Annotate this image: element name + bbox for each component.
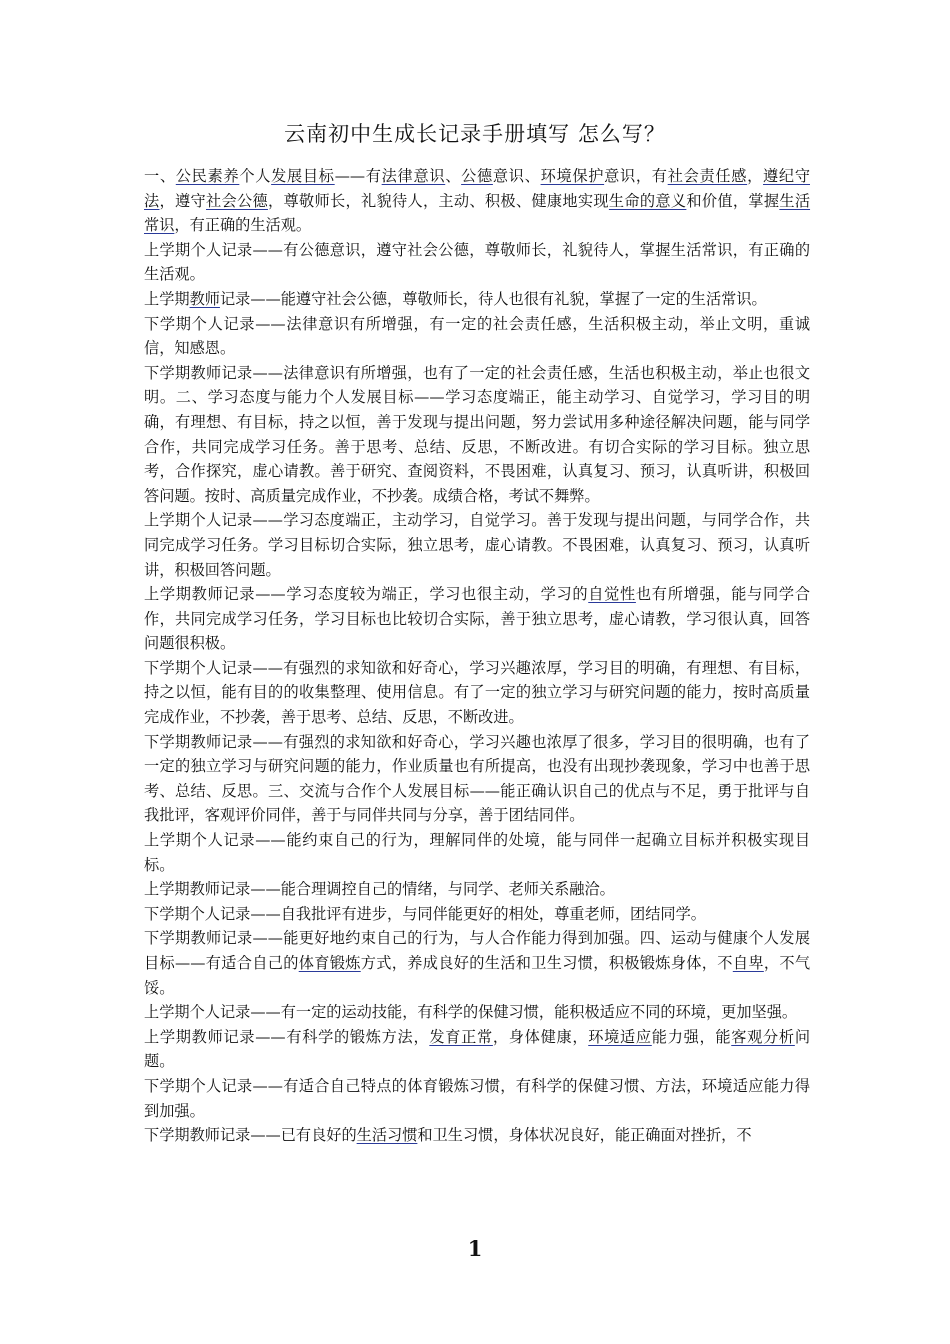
paragraph xyxy=(144,238,810,287)
paragraph-text: 下学期教师记录——有强烈的求知欲和好奇心，学习兴趣也浓厚了很多，学习目的很明确，也有了一定的独立学习与研究问题的能力，作业质量也有所提高，也没有出现抄袭现象，学习中也善于思考、总结、反思。三、交流与合作个人发展目标——能正确认识自己的优点与不足，勇于批评与自我批评，客观评价同伴，善于与同伴共同与分享，善于团结同伴。 xyxy=(144,732,810,825)
paragraph-text: 能力强，能 xyxy=(651,1027,732,1046)
paragraph xyxy=(144,582,810,656)
paragraph-text: 问题。 xyxy=(144,1027,810,1071)
paragraph-text: 上学期个人记录——有公德意识，遵守社会公德，尊敬师长，礼貌待人，掌握生活常识，有正确的生活观。 xyxy=(144,240,810,284)
paragraph-text: 上学期教师记录——能合理调控自己的情绪，与同学、老师关系融洽。 xyxy=(144,880,615,899)
paragraph-text: 下学期个人记录——法律意识有所增强，有一定的社会责任感，生活积极主动，举止文明，重诚信，知感恩。 xyxy=(144,314,810,358)
document-body xyxy=(144,164,810,1148)
keyword-link[interactable]: 社会公德 xyxy=(206,191,268,210)
paragraph-text: 一、 xyxy=(144,167,176,185)
paragraph xyxy=(144,926,810,1000)
paragraph-text: ，尊敬师长，礼貌待人，主动、积极、健康地实现 xyxy=(267,191,609,210)
paragraph-text: 也有所增强，能与同学合作，共同完成学习任务，学习目标也比较切合实际，善于独立思考，虚心请教，学习很认真，回答问题很积极。 xyxy=(144,585,810,653)
paragraph-text: 上学期 xyxy=(144,289,190,308)
paragraph-text: 方式，养成良好的生活和卫生习惯，积极锻炼身体，不 xyxy=(360,954,733,972)
paragraph xyxy=(144,902,810,927)
paragraph-text: 上学期个人记录——有一定的运动技能，有科学的保健习惯，能积极适应不同的环境，更加坚强。 xyxy=(144,1003,798,1022)
keyword-link[interactable]: 生活习惯 xyxy=(356,1126,418,1145)
keyword-link[interactable]: 体育锻炼 xyxy=(298,954,361,972)
paragraph-text: 上学期个人记录——能约束自己的行为，理解同伴的处境，能与同伴一起确立目标并积极实现目标。 xyxy=(144,831,810,874)
paragraph-text: 下学期教师记录——已有良好的 xyxy=(144,1126,357,1145)
keyword-link[interactable]: 教师 xyxy=(189,289,220,308)
keyword-link[interactable]: 法律意识 xyxy=(381,167,446,185)
paragraph-text: 上学期教师记录——学习态度较为端正，学习也很主动，学习的 xyxy=(144,585,589,604)
paragraph-text: 上学期个人记录——学习态度端正，主动学习，自觉学习。善于发现与提出问题，与同学合作，共同完成学习任务。学习目标切合实际，独立思考，虚心请教。不畏困难，认真复习、预习，认真听讲，积极回答问题。 xyxy=(144,511,810,579)
keyword-link[interactable]: 客观分析 xyxy=(731,1027,795,1046)
keyword-link[interactable]: 生活常识 xyxy=(144,191,811,235)
paragraph-text: 意识、 xyxy=(492,167,541,185)
keyword-link[interactable]: 自觉性 xyxy=(588,585,636,604)
keyword-link[interactable]: 社会责任感 xyxy=(667,167,748,185)
keyword-link[interactable]: 发展目标 xyxy=(271,167,335,185)
paragraph-text: 下学期个人记录——自我批评有进步，与同伴能更好的相处，尊重老师，团结同学。 xyxy=(144,904,706,923)
paragraph-text: 上学期教师记录——有科学的锻炼方法， xyxy=(144,1027,430,1046)
document-title: 云南初中生成长记录手册填写 怎么写？ xyxy=(284,122,666,146)
paragraph-text: 下学期个人记录——有强烈的求知欲和好奇心，学习兴趣浓厚，学习目的明确，有理想、有目标，持之以恒，能有目的的收集整理、使用信息。有了一定的独立学习与研究问题的能力，按时高质量完成作业，不抄袭，善于思考、总结、反思，不断改进。 xyxy=(144,658,810,727)
paragraph xyxy=(144,287,810,312)
keyword-link[interactable]: 公德 xyxy=(461,167,493,185)
paragraph xyxy=(144,1074,810,1123)
keyword-link[interactable]: 生命的意义 xyxy=(608,191,687,210)
keyword-link[interactable]: 自卑 xyxy=(732,954,764,972)
paragraph xyxy=(144,312,810,361)
paragraph xyxy=(144,508,810,582)
paragraph xyxy=(144,730,810,828)
paragraph xyxy=(144,361,810,509)
keyword-link[interactable]: 发育正常 xyxy=(429,1027,493,1046)
paragraph-text: 个人 xyxy=(239,167,272,185)
paragraph-text: 、 xyxy=(445,167,462,185)
paragraph-text: ，有正确的生活观。 xyxy=(174,216,312,235)
keyword-link[interactable]: 公民素养 xyxy=(175,167,240,185)
paragraph xyxy=(144,164,810,238)
paragraph-text: 记录——能遵守社会公德，尊敬师长，待人也很有礼貌，掌握了一定的生活常识。 xyxy=(219,289,767,308)
paragraph xyxy=(144,1000,810,1025)
paragraph-text: ， xyxy=(747,167,764,185)
paragraph-text: ，不气馁。 xyxy=(144,954,811,997)
paragraph-text: 下学期个人记录——有适合自己特点的体育锻炼习惯，有科学的保健习惯、方法，环境适应能力得到加强。 xyxy=(144,1076,810,1120)
paragraph-text: 下学期教师记录——法律意识有所增强，也有了一定的社会责任感，生活也积极主动，举止也很文明。二、学习态度与能力个人发展目标——学习态度端正，能主动学习、自觉学习，学习目的明确，有理想、有目标，持之以恒，善于发现与提出问题，努力尝试用多种途径解决问题，能与同学合作，共同完成学习任务。善于思考、总结、反思，不断改进。有切合实际的学习目标。独立思考，合作探究，虚心请教。善于研究、查阅资料，不畏困难，认真复习、预习，认真听讲，积极回答问题。按时、高质量完成作业，不抄袭。成绩合格，考试不舞弊。 xyxy=(144,363,810,505)
paragraph-text: 和卫生习惯，身体状况良好，能正确面对挫折，不 xyxy=(417,1126,752,1145)
paragraph xyxy=(144,1025,810,1074)
paragraph xyxy=(144,656,810,730)
paragraph xyxy=(144,1123,810,1148)
keyword-link[interactable]: 环境保护 xyxy=(540,167,605,185)
paragraph-text: 下学期教师记录——能更好地约束自己的行为，与人合作能力得到加强。四、运动与健康个人发展目标——有适合自己的 xyxy=(144,929,810,972)
paragraph xyxy=(144,828,810,877)
page-number: 1 xyxy=(467,1236,483,1261)
paragraph-text: ——有 xyxy=(334,167,382,185)
keyword-link[interactable]: 遵纪守法 xyxy=(144,167,810,210)
keyword-link[interactable]: 环境适应 xyxy=(588,1027,652,1046)
paragraph-text: 和价值，掌握 xyxy=(686,191,780,210)
paragraph-text: 意识，有 xyxy=(604,167,668,185)
paragraph-text: ，身体健康， xyxy=(492,1027,589,1046)
paragraph-text: ，遵守 xyxy=(159,191,206,210)
paragraph xyxy=(144,877,810,902)
